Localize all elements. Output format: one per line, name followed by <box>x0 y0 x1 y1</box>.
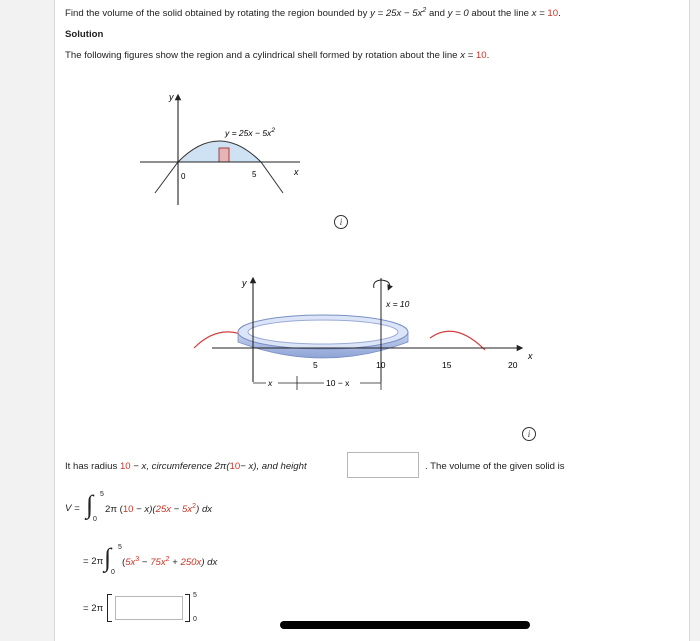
dim-radius-label: 10 − x <box>326 378 350 388</box>
rotation-arrow <box>374 280 390 288</box>
problem-prefix: Find the volume of the solid obtained by rotating the region bounded by <box>65 8 368 20</box>
curve-label: $y = 25x - 5x^2$ <box>225 127 275 138</box>
tick-5-label: 5 <box>313 360 318 370</box>
right-curve <box>430 331 485 350</box>
integral2-sign: ∫ <box>104 543 112 572</box>
tick-10-label: 10 <box>376 360 386 370</box>
integral1-integrand: 2π $(10 - x)(25x - 5x^2)$ dx <box>105 503 213 516</box>
integral1-upper: 5 <box>100 491 104 498</box>
integral1-ten: 10 <box>122 504 134 516</box>
intro-x10-value: 10 <box>475 50 487 61</box>
scroll-indicator-bar[interactable] <box>280 621 530 629</box>
info-icon[interactable]: i <box>522 427 536 441</box>
integral1-lhs: V = <box>65 503 80 514</box>
shell-strip <box>219 148 229 162</box>
integral3-lhs: = 2π <box>83 603 104 614</box>
page <box>54 0 690 641</box>
figure-region <box>135 85 335 210</box>
intro-sentence: The following figures show the region and a cylindrical shell formed by rotation about the line x = 10. <box>65 50 490 61</box>
circumference-value: 10 <box>229 461 241 472</box>
solution-heading: Solution <box>65 29 104 40</box>
radius-value: 10 <box>119 461 131 472</box>
problem-about: about the line <box>471 8 529 20</box>
integral2-upper: 5 <box>118 544 122 551</box>
y-axis-label: y <box>242 278 247 288</box>
problem-statement: Find the volume of the solid obtained by rotating the region bounded by $y = 25x - 5x^2$ and y = 0 about the line x = 10. <box>65 7 561 20</box>
figure-shell <box>150 272 533 402</box>
integral1-sign: ∫ <box>86 490 94 519</box>
shell-inner <box>248 320 398 344</box>
origin-label: 0 <box>181 172 186 181</box>
tick-15-label: 15 <box>442 360 452 370</box>
height-answer-box[interactable] <box>347 452 419 478</box>
left-bracket <box>107 594 112 622</box>
problem-x10-value: 10 <box>547 8 559 20</box>
info-icon[interactable]: i <box>334 215 348 229</box>
integral3-lower: 0 <box>193 616 197 623</box>
tick-5-label: 5 <box>252 170 257 179</box>
problem-and: and <box>428 8 445 20</box>
integral2-integrand: $(5x^3 - 75x^2 + 250x)$ dx <box>122 556 218 569</box>
problem-line-y: y = 0 <box>447 8 469 20</box>
integral3-upper: 5 <box>193 592 197 599</box>
x-axis-label: x <box>294 167 299 177</box>
x-axis-label: x <box>528 351 533 361</box>
radius-sentence: It has radius 10 − x, circumference 2π(10− x), and height <box>65 461 307 472</box>
volume-lead: . The volume of the given solid is <box>425 461 565 472</box>
integral2-lhs: = 2π <box>83 556 104 567</box>
dim-x-label: x <box>268 378 273 388</box>
integral2-lower: 0 <box>111 569 115 576</box>
tick-20-label: 20 <box>508 360 518 370</box>
y-axis-label: y <box>169 92 174 102</box>
integral1-lower: 0 <box>93 516 97 523</box>
axis-label: x = 10 <box>386 299 410 309</box>
antiderivative-answer-box[interactable] <box>115 596 183 620</box>
right-bracket <box>185 594 190 622</box>
problem-curve: $y = 25x - 5x^2$ <box>370 7 427 20</box>
